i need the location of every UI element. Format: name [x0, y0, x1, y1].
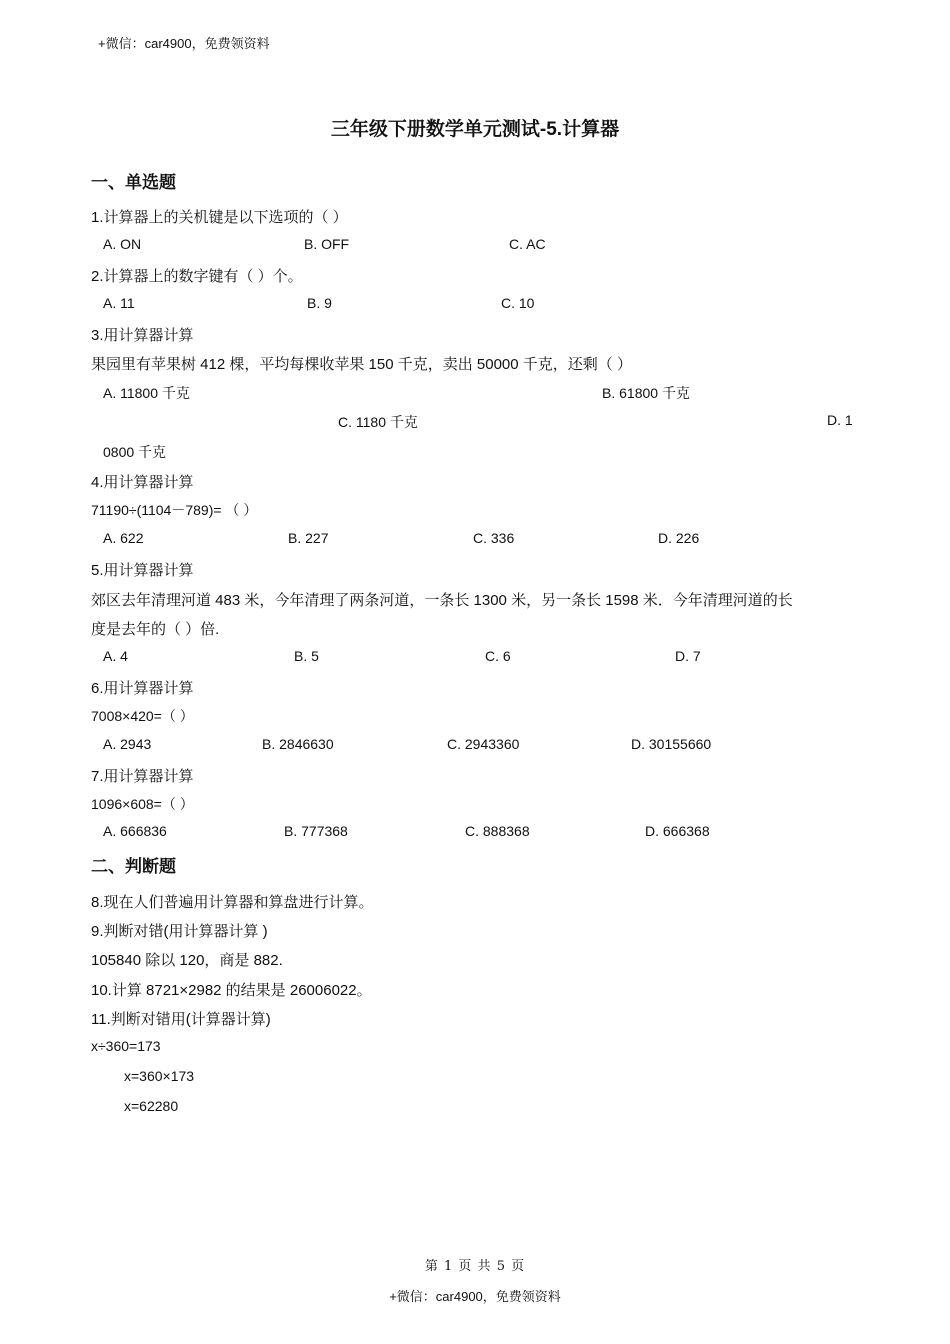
- question-6-option-d: D. 30155660: [631, 736, 712, 752]
- question-2-stem: 2.计算器上的数字键有（ ）个。: [91, 268, 303, 285]
- question-6-option-b: B. 2846630: [262, 736, 334, 752]
- question-11-stem: 11.判断对错用(计算器计算): [91, 1011, 271, 1028]
- question-6-stem: 6.用计算器计算: [91, 680, 194, 697]
- question-8-stem: 8.现在人们普遍用计算器和算盘进行计算。: [91, 894, 374, 911]
- question-3-option-d-continued: 0800 千克: [103, 444, 167, 460]
- question-1-option-c: C. AC: [509, 236, 546, 252]
- question-3-option-d: D. 1: [827, 412, 853, 428]
- question-2-option-a: A. 11: [103, 295, 135, 311]
- question-3-option-a: A. 11800 千克: [103, 385, 190, 401]
- question-11-equation-3: x=62280: [124, 1098, 179, 1114]
- question-7-text: 1096×608=（ ）: [91, 796, 194, 812]
- question-3-option-b: B. 61800 千克: [602, 385, 690, 401]
- question-5-option-d: D. 7: [675, 648, 701, 664]
- question-3-stem: 3.用计算器计算: [91, 327, 194, 344]
- page-number: 第 1 页 共 5 页: [424, 1259, 526, 1274]
- question-4-text: 71190÷(1104－789)= （ ）: [91, 502, 258, 518]
- question-11-equation-2: x=360×173: [124, 1068, 195, 1084]
- question-7-option-a: A. 666836: [103, 823, 167, 839]
- question-6-option-c: C. 2943360: [447, 736, 520, 752]
- question-7-option-b: B. 777368: [284, 823, 348, 839]
- question-5-text-line-1: 郊区去年清理河道 483 米，今年清理了两条河道，一条长 1300 米，另一条长 1598 米．今年清理河道的长: [91, 592, 793, 609]
- question-1-stem: 1.计算器上的关机键是以下选项的（ ）: [91, 209, 348, 226]
- question-7-option-c: C. 888368: [465, 823, 530, 839]
- question-1-option-a: A. ON: [103, 236, 142, 252]
- question-6-option-a: A. 2943: [103, 736, 152, 752]
- question-5-stem: 5.用计算器计算: [91, 562, 194, 579]
- question-2-option-b: B. 9: [307, 295, 332, 311]
- question-2-option-c: C. 10: [501, 295, 535, 311]
- question-4-option-b: B. 227: [288, 530, 329, 546]
- footer-watermark-note: +微信：car4900，免费领资料: [389, 1289, 561, 1304]
- question-10-stem: 10.计算 8721×2982 的结果是 26006022。: [91, 982, 372, 999]
- question-3-text: 果园里有苹果树 412 棵，平均每棵收苹果 150 千克，卖出 50000 千克，还剩（ ）: [91, 356, 632, 373]
- question-4-option-c: C. 336: [473, 530, 515, 546]
- page-title: 三年级下册数学单元测试-5.计算器: [330, 119, 620, 140]
- question-9-text: 105840 除以 120，商是 882.: [91, 952, 283, 969]
- question-5-option-a: A. 4: [103, 648, 128, 664]
- question-6-text: 7008×420=（ ）: [91, 708, 194, 724]
- question-7-stem: 7.用计算器计算: [91, 768, 194, 785]
- question-3-option-c: C. 1180 千克: [338, 414, 418, 430]
- question-1-option-b: B. OFF: [304, 236, 350, 252]
- question-4-option-d: D. 226: [658, 530, 700, 546]
- question-5-option-c: C. 6: [485, 648, 511, 664]
- question-5-option-b: B. 5: [294, 648, 319, 664]
- question-5-text-line-2: 度是去年的（ ）倍.: [91, 621, 220, 638]
- section-heading-true-false: 二、判断题: [91, 857, 176, 876]
- question-7-option-d: D. 666368: [645, 823, 710, 839]
- section-heading-single-choice: 一、单选题: [91, 173, 176, 192]
- question-9-stem: 9.判断对错(用计算器计算 ): [91, 923, 268, 940]
- question-4-option-a: A. 622: [103, 530, 144, 546]
- header-watermark-note: +微信：car4900，免费领资料: [98, 36, 270, 51]
- question-11-equation-1: x÷360=173: [91, 1038, 161, 1054]
- question-4-stem: 4.用计算器计算: [91, 474, 194, 491]
